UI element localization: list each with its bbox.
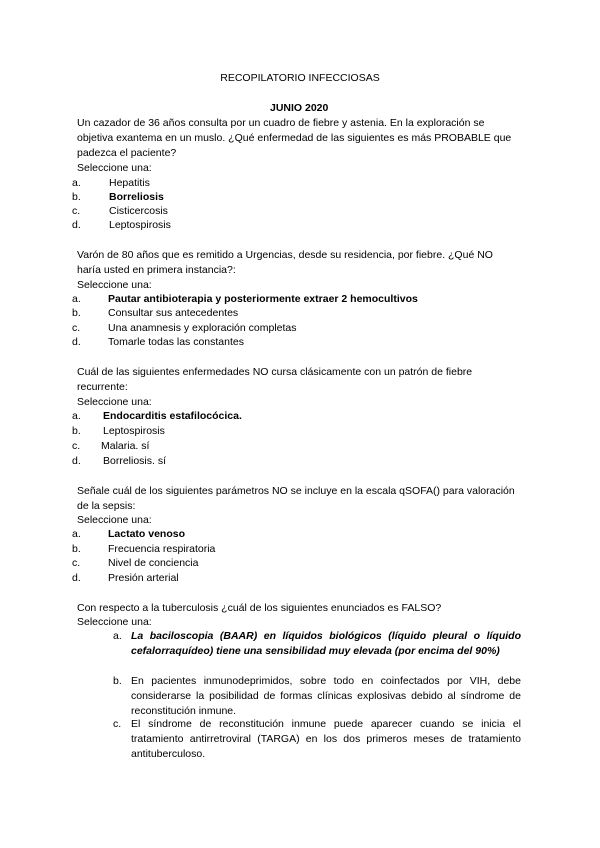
q4-option-d[interactable]: Presión arterial — [108, 572, 179, 584]
q3-option-a-letter: a. — [72, 410, 81, 422]
q1-option-a-letter: a. — [72, 177, 81, 189]
q5-option-a[interactable]: La baciloscopia (BAAR) en líquidos biológicos (líquido pleural o líquido cefalorraquídeo) tiene una sensibilidad muy elevada (por encima del 90%) — [131, 630, 521, 657]
q4-option-a-letter: a. — [72, 528, 81, 540]
q4-option-c-letter: c. — [72, 557, 81, 569]
select-label-1: Seleccione una: — [77, 162, 152, 174]
q2-option-b[interactable]: Consultar sus antecedentes — [108, 307, 239, 319]
question-4-text: Señale cuál de los siguientes parámetros NO se incluye en la escala qSOFA() para valoración de la sepsis: — [77, 485, 515, 512]
q1-option-c-letter: c. — [72, 205, 81, 217]
question-5-text: Con respecto a la tuberculosis ¿cuál de los siguientes enunciados es FALSO? — [77, 602, 442, 614]
select-label-4: Seleccione una: — [77, 514, 152, 526]
q2-option-d-letter: d. — [72, 336, 81, 348]
q4-option-b[interactable]: Frecuencia respiratoria — [108, 543, 216, 555]
q5-option-b-letter: b. — [113, 675, 122, 687]
question-3-text: Cuál de las siguientes enfermedades NO cursa clásicamente con un patrón de fiebre recurrente: — [77, 366, 473, 393]
q5-option-c-letter: c. — [113, 718, 122, 730]
document-subtitle: JUNIO 2020 — [270, 102, 329, 114]
q1-option-b[interactable]: Borreliosis — [109, 191, 164, 203]
question-2-text: Varón de 80 años que es remitido a Urgencias, desde su residencia, por fiebre. ¿Qué NO haría usted en primera instancia?: — [77, 249, 493, 276]
q1-option-c[interactable]: Cisticercosis — [109, 205, 168, 217]
q3-option-b-letter: b. — [72, 425, 81, 437]
q1-option-d[interactable]: Leptospirosis — [109, 219, 171, 231]
q4-option-b-letter: b. — [72, 543, 81, 555]
q2-option-b-letter: b. — [72, 307, 81, 319]
q1-option-b-letter: b. — [72, 191, 81, 203]
q3-option-a[interactable]: Endocarditis estafilocócica. — [103, 410, 242, 422]
select-label-3: Seleccione una: — [77, 396, 152, 408]
q5-option-c[interactable]: El síndrome de reconstitución inmune puede aparecer cuando se inicia el tratamiento antirretroviral (TARGA) en los dos primeros meses de tratamiento antituberculoso. — [131, 718, 521, 760]
q2-option-c-letter: c. — [72, 322, 81, 334]
q4-option-a[interactable]: Lactato venoso — [108, 528, 186, 540]
document-title: RECOPILATORIO INFECCIOSAS — [220, 72, 380, 84]
q3-option-c[interactable]: Malaria. sí — [101, 440, 150, 452]
q1-option-d-letter: d. — [72, 219, 81, 231]
q5-option-a-letter: a. — [113, 630, 122, 642]
q3-option-c-letter: c. — [72, 440, 81, 452]
select-label-2: Seleccione una: — [77, 279, 152, 291]
q2-option-a[interactable]: Pautar antibioterapia y posteriormente extraer 2 hemocultivos — [108, 293, 418, 305]
question-1-text: Un cazador de 36 años consulta por un cuadro de fiebre y astenia. En la exploración se objetiva exantema en un muslo. ¿Qué enfermedad de las siguientes es más PROBABLE que padezca el paciente? — [77, 117, 512, 159]
select-label-5: Seleccione una: — [77, 616, 152, 628]
q1-option-a[interactable]: Hepatitis — [109, 177, 150, 189]
q2-option-c[interactable]: Una anamnesis y exploración completas — [108, 322, 297, 334]
q3-option-d-letter: d. — [72, 455, 81, 467]
q2-option-a-letter: a. — [72, 293, 81, 305]
q3-option-b[interactable]: Leptospirosis — [103, 425, 165, 437]
q2-option-d[interactable]: Tomarle todas las constantes — [108, 336, 244, 348]
q3-option-d[interactable]: Borreliosis. sí — [103, 455, 167, 467]
q4-option-c[interactable]: Nivel de conciencia — [108, 557, 199, 569]
q5-option-b[interactable]: En pacientes inmunodeprimidos, sobre todo en coinfectados por VIH, debe considerarse la posibilidad de formas clínicas explosivas debido al síndrome de reconstitución inmune. — [131, 675, 521, 717]
q4-option-d-letter: d. — [72, 572, 81, 584]
